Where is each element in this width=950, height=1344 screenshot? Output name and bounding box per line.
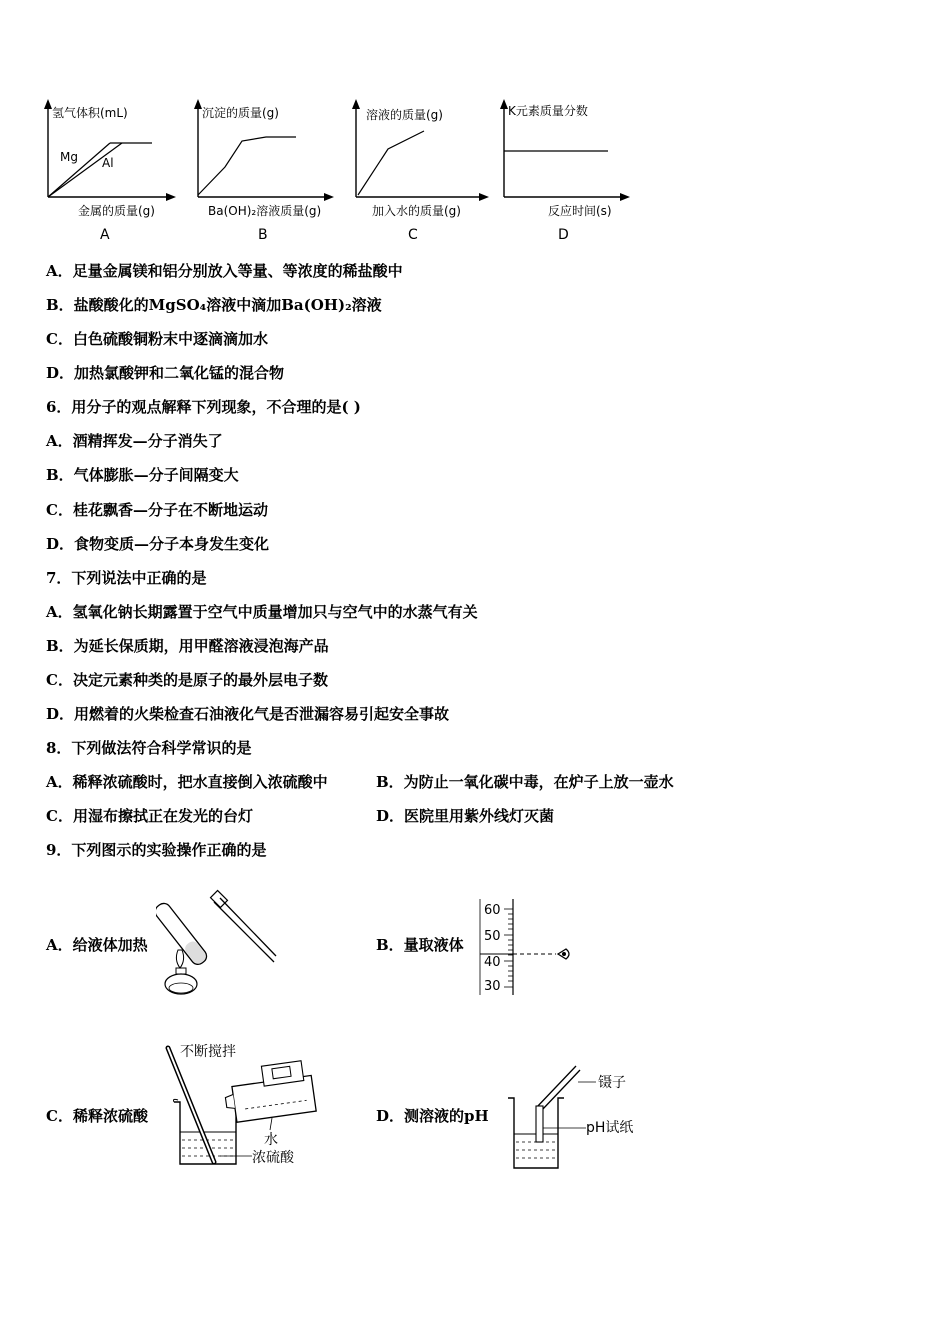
graph-a-xlabel: 金属的质量(g) bbox=[78, 204, 155, 218]
q6-option-b: B．气体膨胀—分子间隔变大 bbox=[46, 466, 239, 484]
graph-d-letter: D bbox=[558, 227, 569, 243]
q5-option-b: B．盐酸酸化的MgSO₄溶液中滴加Ba(OH)₂溶液 bbox=[46, 296, 382, 314]
eye-icon bbox=[558, 949, 569, 959]
graph-a-series-al: Al bbox=[102, 156, 114, 170]
q7-option-b: B．为延长保质期，用甲醛溶液浸泡海产品 bbox=[46, 637, 329, 655]
graph-c-xlabel: 加入水的质量(g) bbox=[372, 204, 461, 218]
q6-stem: 6．用分子的观点解释下列现象，不合理的是( ) bbox=[46, 398, 361, 416]
cylinder-tick-40: 40 bbox=[484, 955, 501, 970]
cylinder-tick-marks bbox=[504, 909, 513, 987]
label-stirring: 不断搅拌 bbox=[180, 1044, 236, 1060]
q6-option-a: A．酒精挥发—分子消失了 bbox=[46, 432, 223, 450]
q7-option-d: D．用燃着的火柴检查石油液化气是否泄漏容易引起安全事故 bbox=[46, 705, 450, 723]
q9-option-d: D．测溶液的pH bbox=[376, 1107, 489, 1125]
q7-option-a: A．氢氧化钠长期露置于空气中质量增加只与空气中的水蒸气有关 bbox=[46, 603, 478, 621]
graph-c-ylabel: 溶液的质量(g) bbox=[366, 108, 443, 122]
label-conc-acid: 浓硫酸 bbox=[252, 1150, 294, 1166]
q5-option-a: A．足量金属镁和铝分别放入等量、等浓度的稀盐酸中 bbox=[46, 262, 403, 280]
q6-option-d: D．食物变质—分子本身发生变化 bbox=[46, 535, 270, 553]
graph-c-letter: C bbox=[408, 227, 418, 243]
cylinder-tick-30: 30 bbox=[484, 979, 501, 994]
graph-d-ylabel: K元素质量分数 bbox=[508, 104, 588, 118]
q5-option-c: C．白色硫酸铜粉末中逐滴滴加水 bbox=[46, 330, 268, 348]
graph-d bbox=[500, 99, 630, 243]
label-ph-paper: pH试纸 bbox=[586, 1120, 634, 1136]
graph-b-ylabel: 沉淀的质量(g) bbox=[202, 106, 279, 120]
q9-option-c: C．稀释浓硫酸 bbox=[46, 1107, 148, 1125]
figure-heating-liquid bbox=[156, 880, 281, 1000]
q8-option-c: C．用湿布擦拭正在发光的台灯 bbox=[46, 807, 253, 825]
q8-stem: 8．下列做法符合科学常识的是 bbox=[46, 739, 252, 757]
graph-b bbox=[194, 99, 334, 243]
q9-stem: 9．下列图示的实验操作正确的是 bbox=[46, 841, 267, 859]
graph-d-xlabel: 反应时间(s) bbox=[548, 204, 612, 218]
graph-b-letter: B bbox=[258, 227, 268, 243]
label-water: 水 bbox=[264, 1132, 278, 1148]
q9-option-b: B．量取液体 bbox=[376, 936, 464, 954]
figure-dilute-acid bbox=[160, 1040, 340, 1175]
q6-option-c: C．桂花飘香—分子在不断地运动 bbox=[46, 501, 268, 519]
label-tweezers: 镊子 bbox=[598, 1075, 626, 1091]
q8-option-b: B．为防止一氧化碳中毒，在炉子上放一壶水 bbox=[376, 773, 674, 791]
q8-option-a: A．稀释浓硫酸时，把水直接倒入浓硫酸中 bbox=[46, 773, 328, 791]
figure-measure-ph bbox=[506, 1060, 646, 1175]
figure-graduated-cylinder bbox=[478, 895, 578, 1000]
graph-b-xlabel: Ba(OH)₂溶液质量(g) bbox=[208, 204, 322, 218]
graph-c bbox=[352, 99, 489, 243]
graph-a-series-mg: Mg bbox=[60, 150, 78, 164]
cylinder-tick-50: 50 bbox=[484, 929, 501, 944]
q5-option-d: D．加热氯酸钾和二氧化锰的混合物 bbox=[46, 364, 285, 382]
cylinder-tick-60: 60 bbox=[484, 903, 501, 918]
q7-stem: 7．下列说法中正确的是 bbox=[46, 569, 207, 587]
q7-option-c: C．决定元素种类的是原子的最外层电子数 bbox=[46, 671, 328, 689]
q9-option-a: A．给液体加热 bbox=[46, 936, 148, 954]
graph-a bbox=[44, 99, 176, 243]
q8-option-d: D．医院里用紫外线灯灭菌 bbox=[376, 807, 555, 825]
graph-a-letter: A bbox=[100, 227, 110, 243]
graph-panel bbox=[30, 95, 650, 245]
graph-a-ylabel: 氢气体积(mL) bbox=[52, 106, 128, 120]
